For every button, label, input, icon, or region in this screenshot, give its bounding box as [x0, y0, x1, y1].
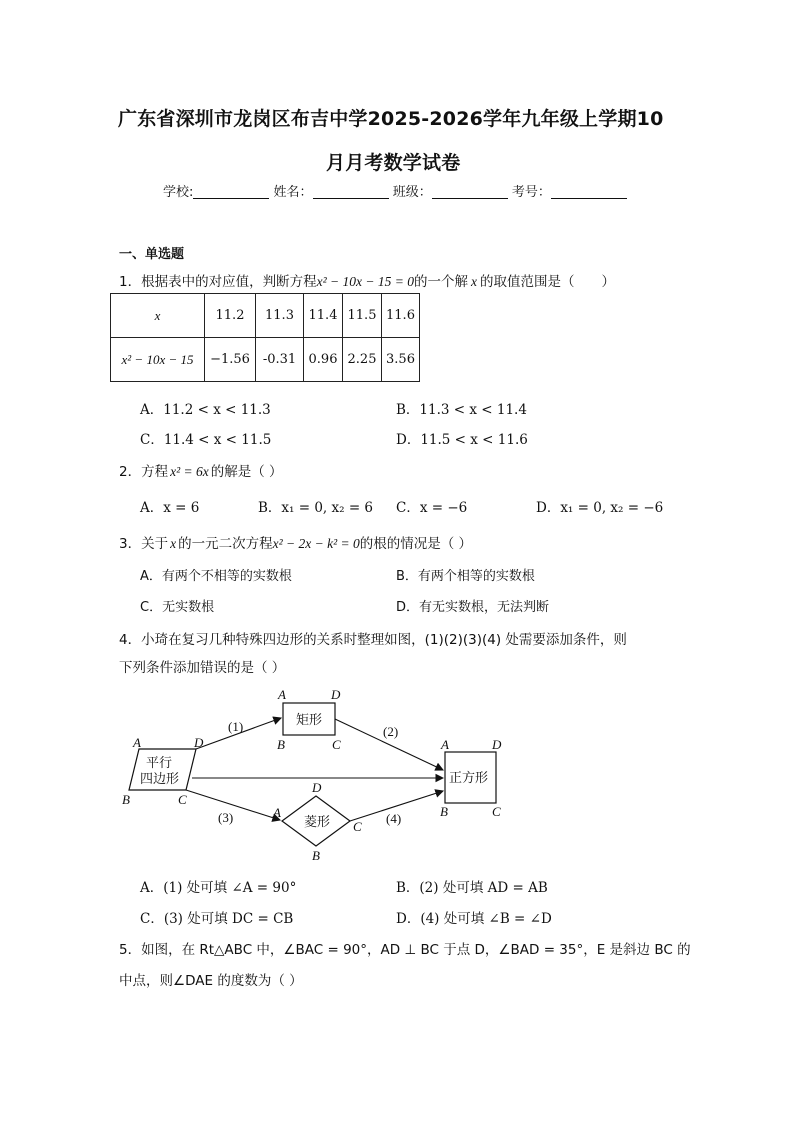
number-field[interactable]	[551, 184, 627, 199]
table-cell: 11.3	[256, 294, 304, 338]
q3-equation: x² − 2x − k² = 0	[272, 536, 360, 551]
square-vertex-a: A	[441, 737, 449, 752]
q1-option-a[interactable]: A．11.2 < x < 11.3	[140, 402, 271, 418]
number-label: 考号：	[511, 185, 551, 200]
square-vertex-c: C	[492, 804, 501, 819]
q1-value-table	[110, 293, 420, 382]
table-cell: 0.96	[304, 338, 343, 382]
q1-text-a: 1．根据表中的对应值，判断方程	[119, 274, 317, 290]
question-5-line1: 5．如图，在 Rt△ABC 中，∠BAC = 90°，AD ⊥ BC 于点 D，∠BAD = 35°，E 是斜边 BC 的	[119, 942, 691, 958]
rectangle-vertex-a: A	[278, 687, 286, 702]
arrow-3-label: (3)	[218, 810, 234, 825]
q1-option-b[interactable]: B．11.3 < x < 11.4	[396, 402, 527, 418]
rhombus-vertex-b: B	[312, 848, 320, 863]
rhombus-label: 菱形	[304, 815, 331, 830]
q4-option-c[interactable]: C．(3) 处可填 DC = CB	[140, 911, 294, 927]
table-cell: 3.56	[382, 338, 420, 382]
square-vertex-d: D	[492, 737, 502, 752]
rectangle-vertex-d: D	[331, 687, 341, 702]
rectangle-vertex-b: B	[277, 737, 285, 752]
q2-text-a: 2．方程	[119, 464, 169, 480]
square-label: 正方形	[449, 771, 489, 786]
q2-equation: x² = 6x	[170, 464, 209, 479]
q2-option-b[interactable]: B．x₁ = 0, x₂ = 6	[258, 500, 374, 516]
quadrilateral-relation-diagram	[110, 683, 520, 863]
exam-title-line1: 广东省深圳市龙岗区布吉中学2025-2026学年九年级上学期10	[118, 108, 664, 130]
q2-option-c[interactable]: C．x = −6	[396, 500, 468, 516]
question-2-stem	[119, 460, 283, 480]
q3-text-b: 的一元二次方程	[178, 536, 273, 552]
table-row	[111, 338, 420, 382]
q4-option-a[interactable]: A．(1) 处可填 ∠A = 90°	[140, 880, 297, 896]
table-cell: 11.4	[304, 294, 343, 338]
rectangle-label: 矩形	[296, 713, 323, 728]
name-label: 姓名：	[273, 185, 313, 200]
q2-option-d[interactable]: D．x₁ = 0, x₂ = −6	[536, 500, 664, 516]
q3-option-b[interactable]: B．有两个相等的实数根	[396, 569, 535, 584]
parallelogram-label-2: 四边形	[140, 772, 180, 787]
table-cell: 2.25	[343, 338, 382, 382]
info-line	[163, 181, 627, 200]
arrow-2-label: (2)	[383, 724, 399, 739]
q1-text-c: 的取值范围是（ ）	[479, 274, 615, 290]
table-header-cell: x² − 10x − 15	[111, 338, 205, 382]
exam-title-line2: 月月考数学试卷	[326, 152, 461, 174]
q3-text-c: 的根的情况是（ ）	[359, 536, 473, 552]
name-field[interactable]	[313, 184, 389, 199]
q3-option-a[interactable]: A．有两个不相等的实数根	[140, 569, 292, 584]
parallelogram-vertex-a: A	[133, 735, 141, 750]
q1-option-c[interactable]: C．11.4 < x < 11.5	[140, 432, 272, 448]
table-cell: 11.6	[382, 294, 420, 338]
school-field[interactable]	[193, 184, 269, 199]
parallelogram-vertex-d: D	[194, 735, 204, 750]
rhombus-vertex-a: A	[273, 805, 281, 820]
question-4-line1: 4．小琦在复习几种特殊四边形的关系时整理如图，(1)(2)(3)(4) 处需要添加条件，则	[119, 632, 627, 648]
q1-equation: x² − 10x − 15 = 0	[316, 274, 414, 289]
table-row	[111, 294, 420, 338]
q3-var: x	[170, 536, 177, 551]
q3-text-a: 3．关于	[119, 536, 169, 552]
rectangle-vertex-c: C	[332, 737, 341, 752]
rhombus-vertex-d: D	[312, 780, 322, 795]
table-cell: -0.31	[256, 338, 304, 382]
table-cell: 11.2	[205, 294, 256, 338]
q4-option-d[interactable]: D．(4) 处可填 ∠B = ∠D	[396, 911, 552, 927]
school-label: 学校:	[163, 185, 194, 200]
question-3-stem	[119, 532, 472, 552]
table-header-cell: x	[111, 294, 205, 338]
parallelogram-label-1: 平行	[146, 756, 173, 771]
section-heading: 一、单选题	[119, 247, 185, 262]
question-4-line2: 下列条件添加错误的是（ ）	[119, 660, 286, 676]
question-1-stem	[119, 270, 615, 290]
table-cell: −1.56	[205, 338, 256, 382]
q3-option-d[interactable]: D．有无实数根，无法判断	[396, 600, 550, 615]
arrow-4-label: (4)	[386, 811, 402, 826]
table-cell: 11.5	[343, 294, 382, 338]
square-vertex-b: B	[440, 804, 448, 819]
class-label: 班级：	[392, 185, 432, 200]
rhombus-vertex-c: C	[353, 819, 362, 834]
arrow-1-label: (1)	[228, 719, 244, 734]
q3-option-c[interactable]: C．无实数根	[140, 600, 215, 615]
q4-option-b[interactable]: B．(2) 处可填 AD = AB	[396, 880, 548, 896]
q1-text-b: 的一个解	[413, 274, 468, 290]
class-field[interactable]	[432, 184, 508, 199]
q1-option-d[interactable]: D．11.5 < x < 11.6	[396, 432, 528, 448]
q2-text-b: 的解是（ ）	[210, 464, 283, 480]
question-5-line2: 中点，则∠DAE 的度数为（ ）	[119, 973, 303, 989]
parallelogram-vertex-b: B	[122, 792, 130, 807]
q1-var: x	[470, 274, 477, 289]
q2-option-a[interactable]: A．x = 6	[140, 500, 200, 516]
parallelogram-vertex-c: C	[178, 792, 187, 807]
